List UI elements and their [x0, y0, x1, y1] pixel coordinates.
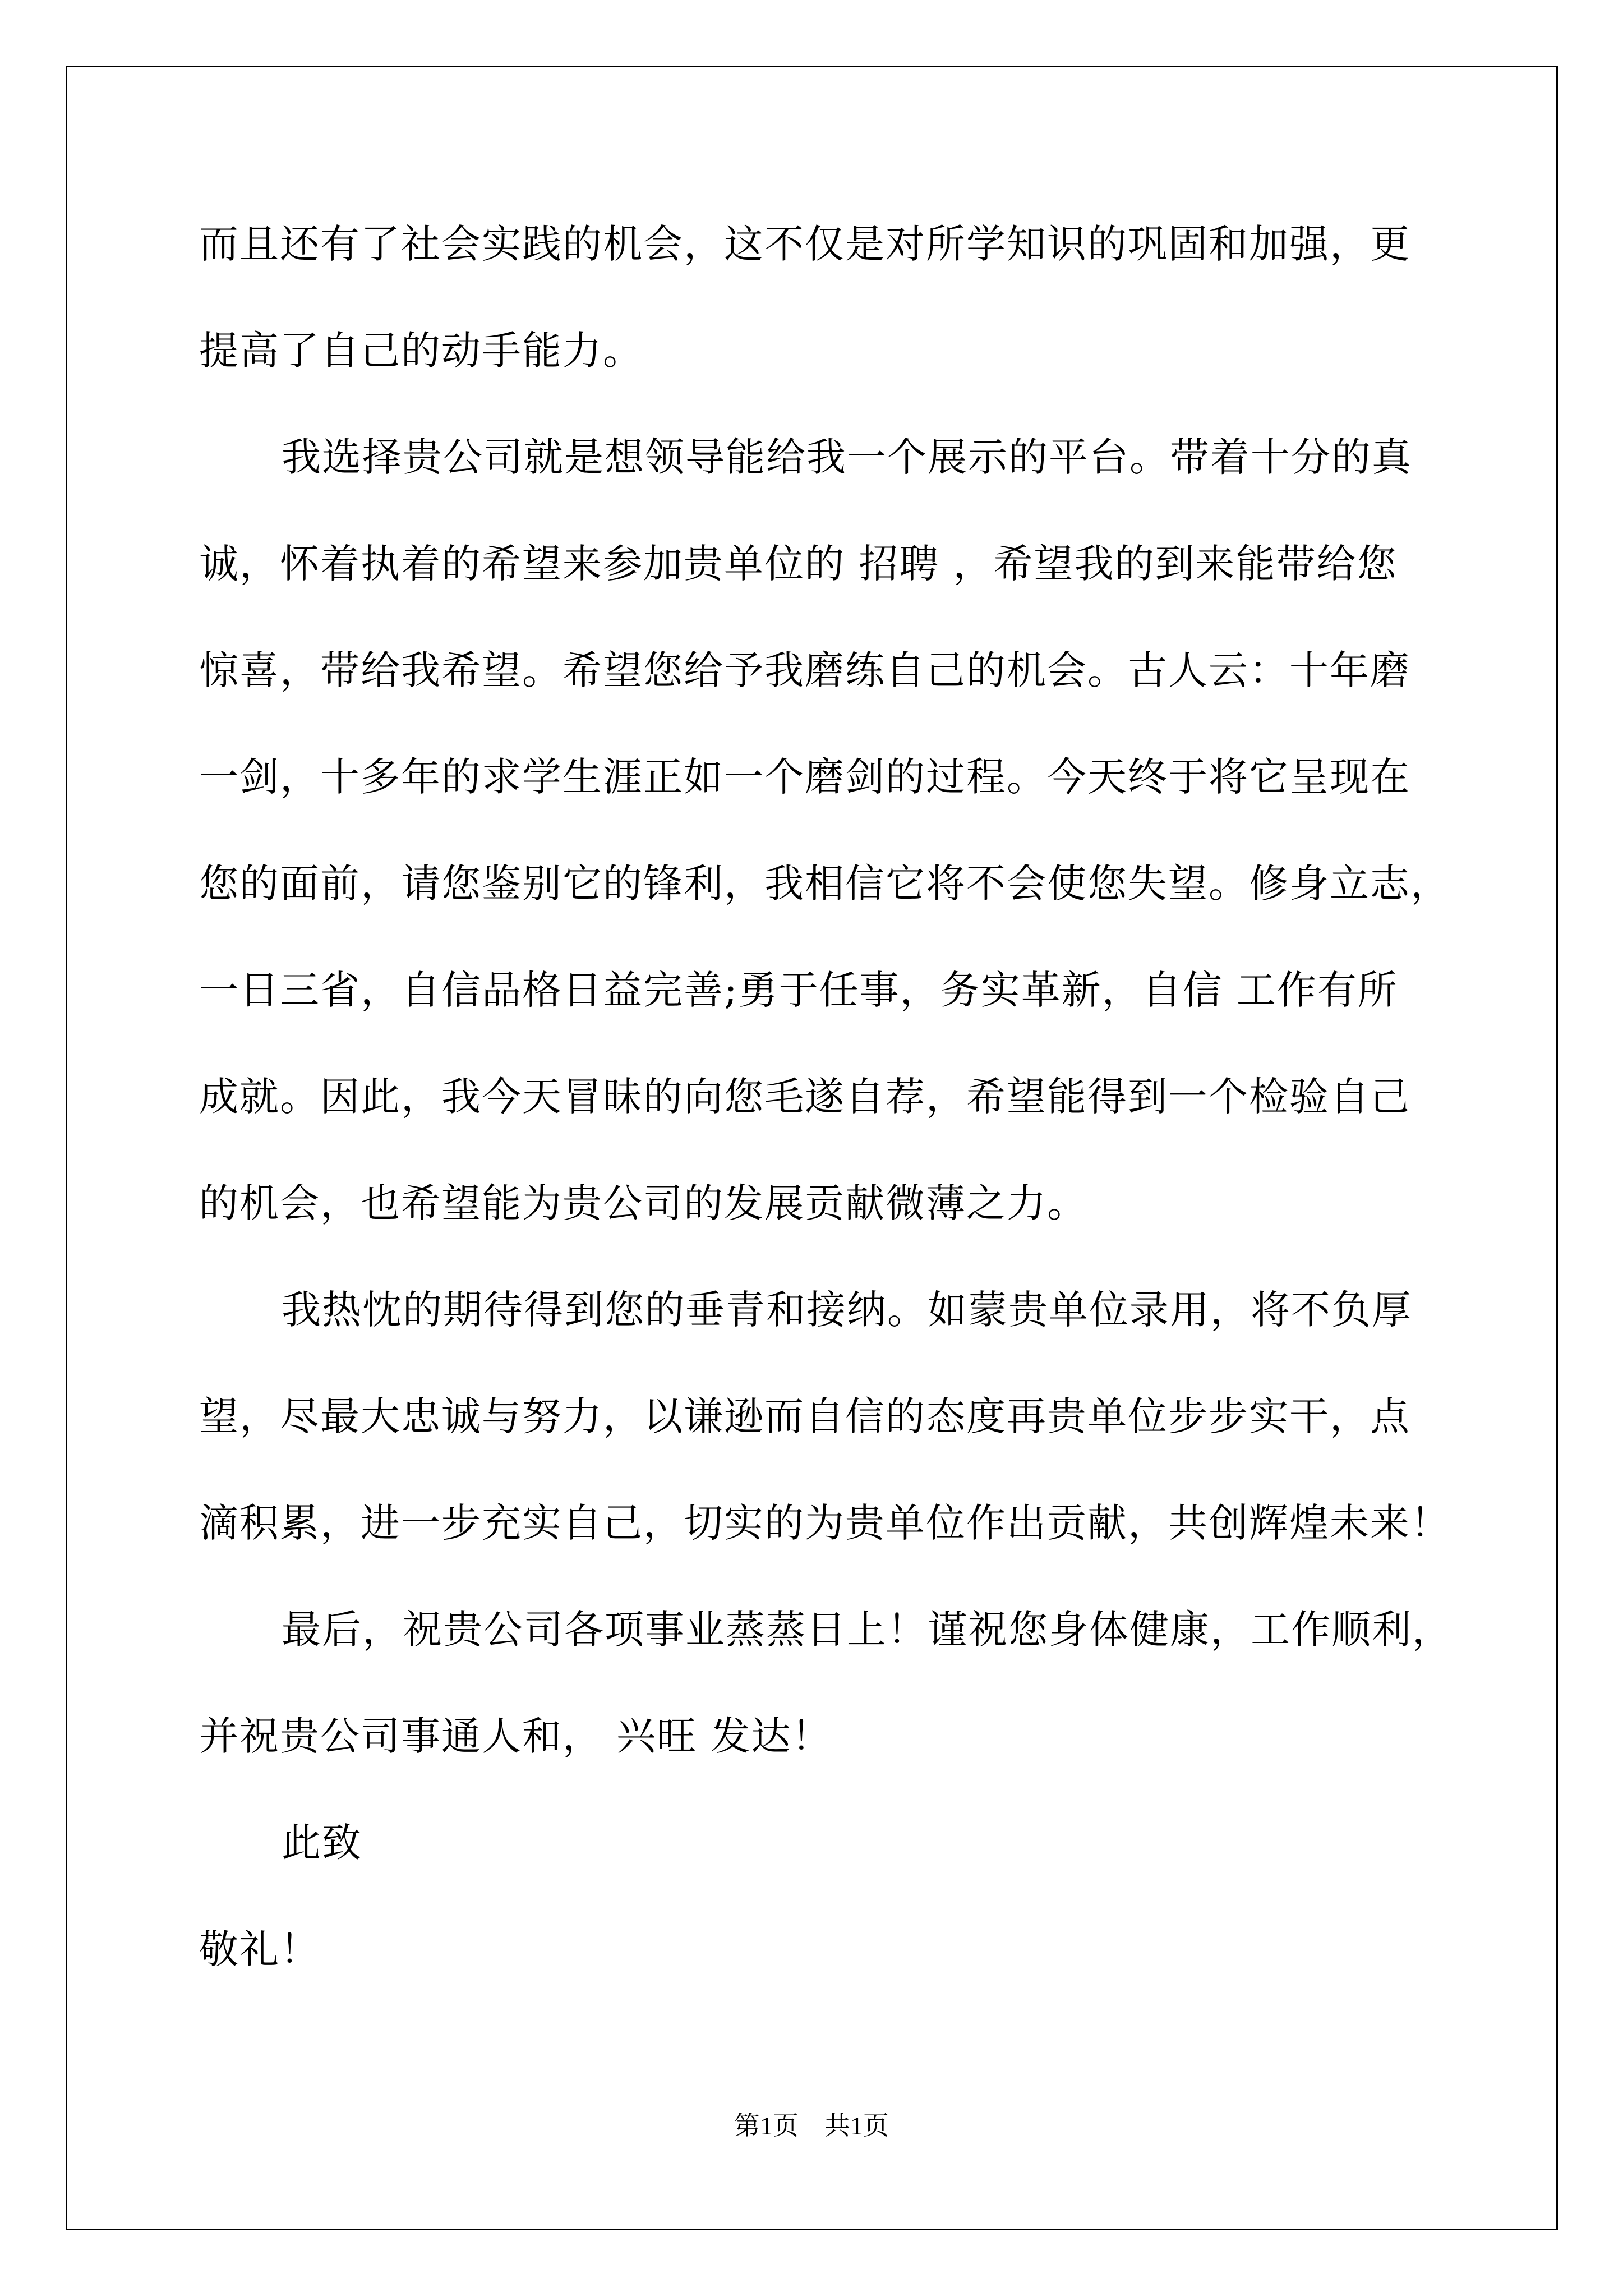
body-line: 诚，怀着执着的希望来参加贵单位的 招聘 ，希望我的到来能带给您	[199, 541, 1398, 587]
paragraph-line: 我选择贵公司就是想领导能给我一个展示的平台。带着十分的真	[282, 434, 1412, 480]
body-line: 望，尽最大忠诚与努力，以谦逊而自信的态度再贵单位步步实干，点	[199, 1393, 1410, 1439]
paragraph-line: 最后，祝贵公司各项事业蒸蒸日上！谨祝您身体健康，工作顺利，	[282, 1607, 1453, 1653]
body-line: 惊喜，带给我希望。希望您给予我磨练自己的机会。古人云：十年磨	[199, 647, 1410, 693]
body-line: 成就。因此，我今天冒昧的向您毛遂自荐，希望能得到一个检验自己	[199, 1074, 1410, 1120]
page-footer: 第1页 共1页	[734, 2111, 889, 2140]
body-line: 并祝贵公司事通人和， 兴旺 发达！	[199, 1713, 832, 1759]
body-line: 滴积累，进一步充实自己，切实的为贵单位作出贡献，共创辉煌未来！	[199, 1500, 1451, 1546]
body-line: 一剑，十多年的求学生涯正如一个磨剑的过程。今天终于将它呈现在	[199, 754, 1410, 800]
closing-regards: 敬礼！	[199, 1926, 320, 1972]
body-line: 而且还有了社会实践的机会，这不仅是对所学知识的巩固和加强，更	[199, 221, 1410, 267]
body-line: 您的面前，请您鉴别它的锋利，我相信它将不会使您失望。修身立志，	[199, 861, 1451, 907]
paragraph-line: 我热忱的期待得到您的垂青和接纳。如蒙贵单位录用，将不负厚	[282, 1287, 1412, 1333]
body-line: 提高了自己的动手能力。	[199, 328, 643, 374]
body-line: 一日三省，自信品格日益完善;勇于任事，务实革新，自信 工作有所	[199, 967, 1398, 1013]
page-border	[66, 66, 1558, 2230]
closing-salutation: 此致	[282, 1820, 362, 1866]
body-line: 的机会，也希望能为贵公司的发展贡献微薄之力。	[199, 1180, 1087, 1226]
